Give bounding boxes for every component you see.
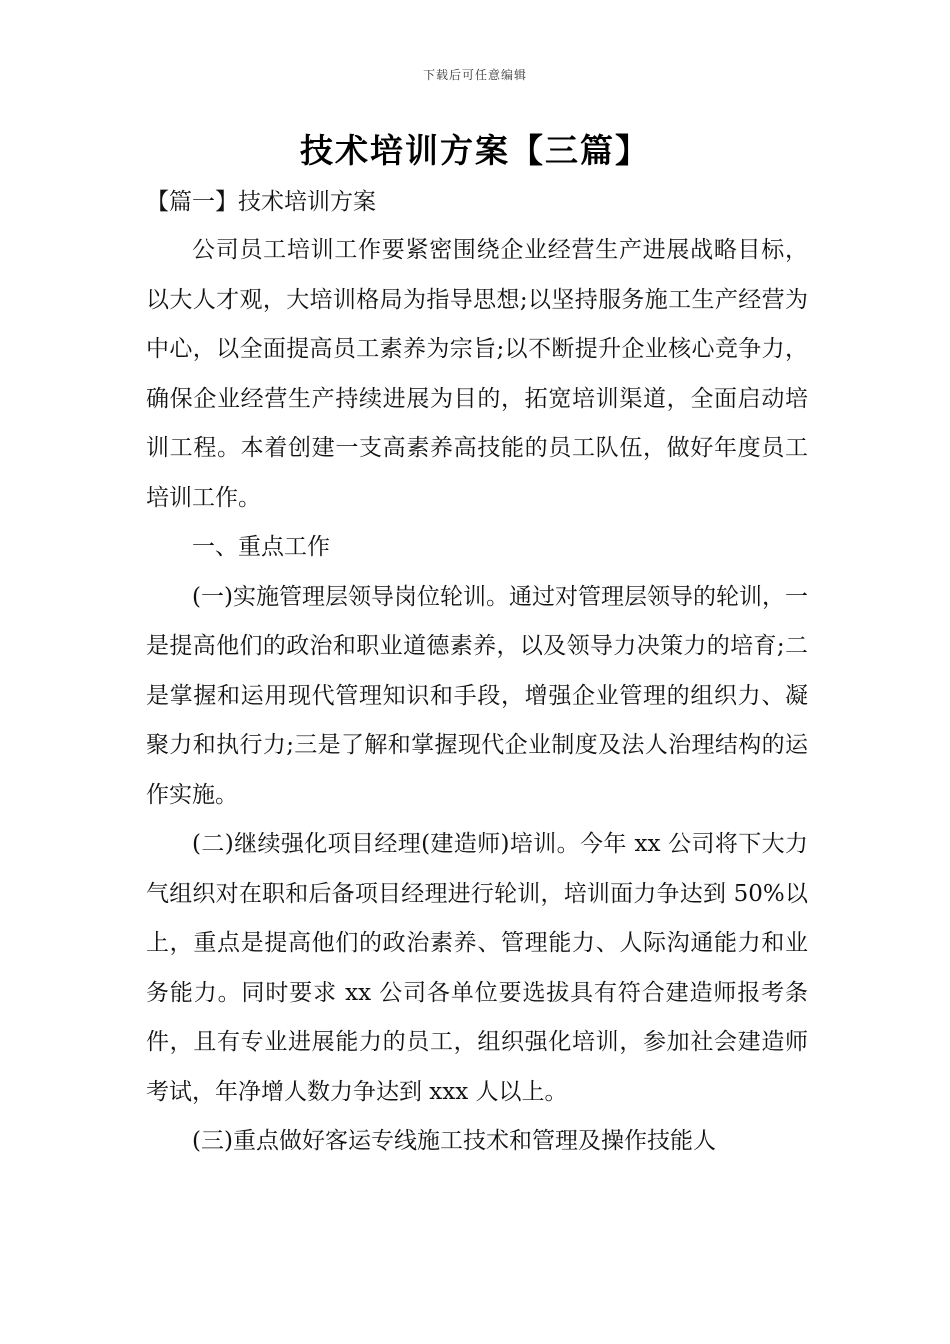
paragraph-item-1: (一)实施管理层领导岗位轮训。通过对管理层领导的轮训，一是提高他们的政治和职业道德素养，以及领导力决策力的培育;二是掌握和运用现代管理知识和手段，增强企业管理的组织力、凝聚力和执行力;三是了解和掌握现代企业制度及法人治理结构的运作实施。	[146, 583, 808, 808]
paragraph-intro: 公司员工培训工作要紧密围绕企业经营生产进展战略目标，以大人才观，大培训格局为指导思想;以坚持服务施工生产经营为中心，以全面提高员工素养为宗旨;以不断提升企业核心竞争力，确保企业经营生产持续进展为目的，拓宽培训渠道，全面启动培训工程。本着创建一支高素养高技能的员工队伍，做好年度员工培训工作。	[146, 237, 808, 511]
paragraph-key-work-heading: 一、重点工作	[192, 534, 330, 560]
header-note: 下载后可任意编辑	[422, 68, 527, 82]
document-title: 技术培训方案【三篇】	[300, 131, 650, 170]
document-body	[146, 226, 808, 1167]
paragraph-item-3: (三)重点做好客运专线施工技术和管理及操作技能人	[192, 1128, 716, 1154]
section-heading: 【篇一】技术培训方案	[146, 189, 376, 215]
paragraph-item-2: (二)继续强化项目经理(建造师)培训。今年 xx 公司将下大力气组织对在职和后备项目经理进行轮训，培训面力争达到 50%以上，重点是提高他们的政治素养、管理能力、人际沟通能力和业务能力。同时要求 xx 公司各单位要选拔具有符合建造师报考条件，且有专业进展能力的员工，组织强化培训，参加社会建造师考试，年净增人数力争达到 xxx 人以上。	[146, 831, 808, 1105]
